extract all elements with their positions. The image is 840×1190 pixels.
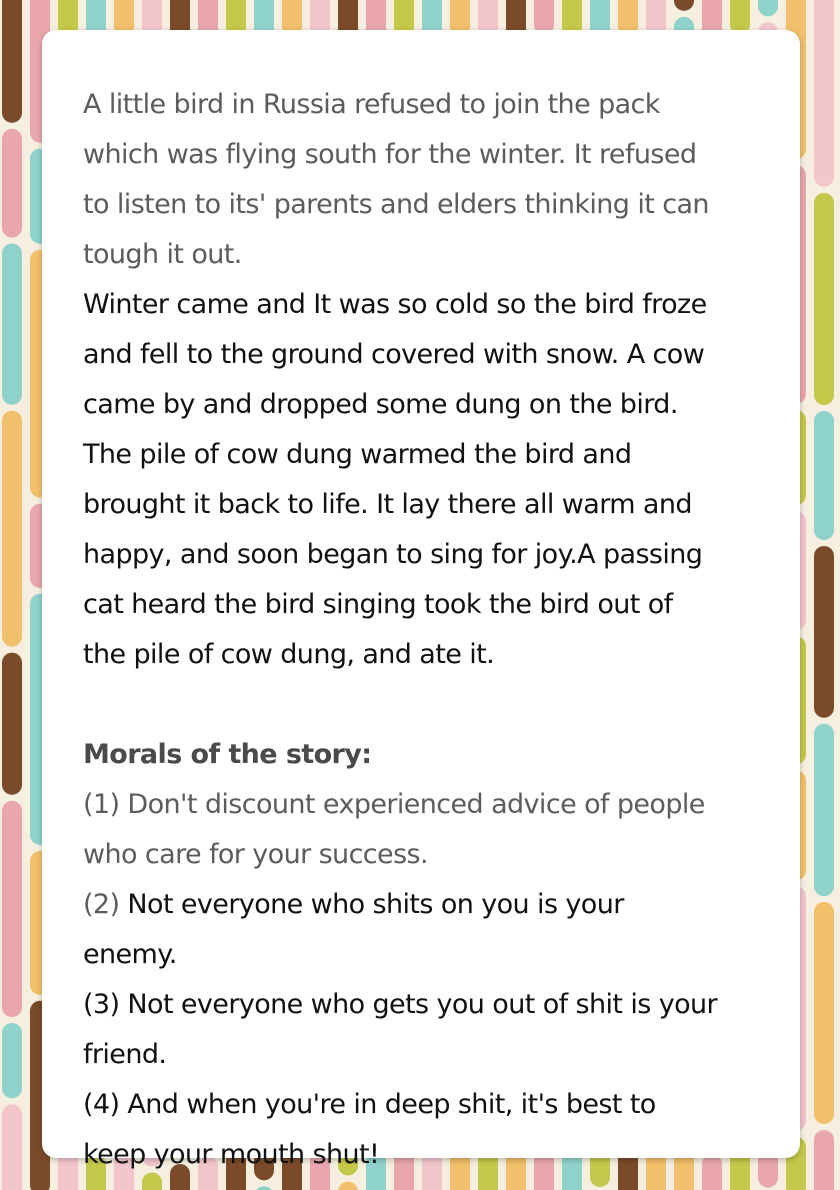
- background-stripe: [2, 1104, 22, 1190]
- paragraph-spacer: [83, 680, 760, 730]
- story-line: brought it back to life. It lay there all warm and: [83, 489, 692, 520]
- background-stripe: [814, 0, 834, 187]
- background-stripe: [2, 129, 22, 238]
- background-stripe: [814, 1130, 834, 1190]
- story-line: cat heard the bird singing took the bird out of: [83, 589, 673, 620]
- moral-3-line: (3) Not everyone who gets you out of shit is your: [83, 989, 718, 1020]
- story-line: Winter came and It was so cold so the bird froze: [83, 289, 707, 320]
- background-stripe: [814, 546, 834, 718]
- moral-3-line: friend.: [83, 1039, 167, 1070]
- story-card: [42, 30, 800, 1170]
- background-stripe: [2, 801, 22, 1017]
- intro-line: tough it out.: [83, 239, 242, 270]
- background-stripe: [814, 193, 834, 405]
- background-stripe: [2, 244, 22, 405]
- intro-line: which was flying south for the winter. It refused: [83, 139, 697, 170]
- intro-line: to listen to its' parents and elders thinking it can: [83, 189, 709, 220]
- moral-2-line: [83, 880, 760, 930]
- background-stripe: [2, 1023, 22, 1098]
- moral-2-continuation: enemy.: [83, 939, 177, 970]
- background-stripe: [2, 0, 22, 123]
- story-line: The pile of cow dung warmed the bird and: [83, 439, 632, 470]
- moral-4-line: (4) And when you're in deep shit, it's best to: [83, 1089, 656, 1120]
- morals-heading: Morals of the story:: [83, 739, 372, 770]
- background-stripe: [2, 411, 22, 647]
- background-stripe: [2, 653, 22, 795]
- story-line: and fell to the ground covered with snow. A cow: [83, 339, 705, 370]
- moral-2-number: (2): [83, 889, 120, 920]
- moral-1-line: who care for your success.: [83, 839, 428, 870]
- moral-4-line: keep your mouth shut!: [83, 1139, 380, 1170]
- intro-line: A little bird in Russia refused to join the pack: [83, 89, 660, 120]
- moral-2-text: Not everyone who shits on you is your: [119, 889, 624, 920]
- story-line: happy, and soon began to sing for joy.A passing: [83, 539, 703, 570]
- background-stripe: [814, 902, 834, 1124]
- story-line: came by and dropped some dung on the bird.: [83, 389, 678, 420]
- story-line: the pile of cow dung, and ate it.: [83, 639, 495, 670]
- background-stripe: [814, 724, 834, 896]
- moral-1-line: (1) Don't discount experienced advice of people: [83, 789, 705, 820]
- background-stripe: [814, 411, 834, 540]
